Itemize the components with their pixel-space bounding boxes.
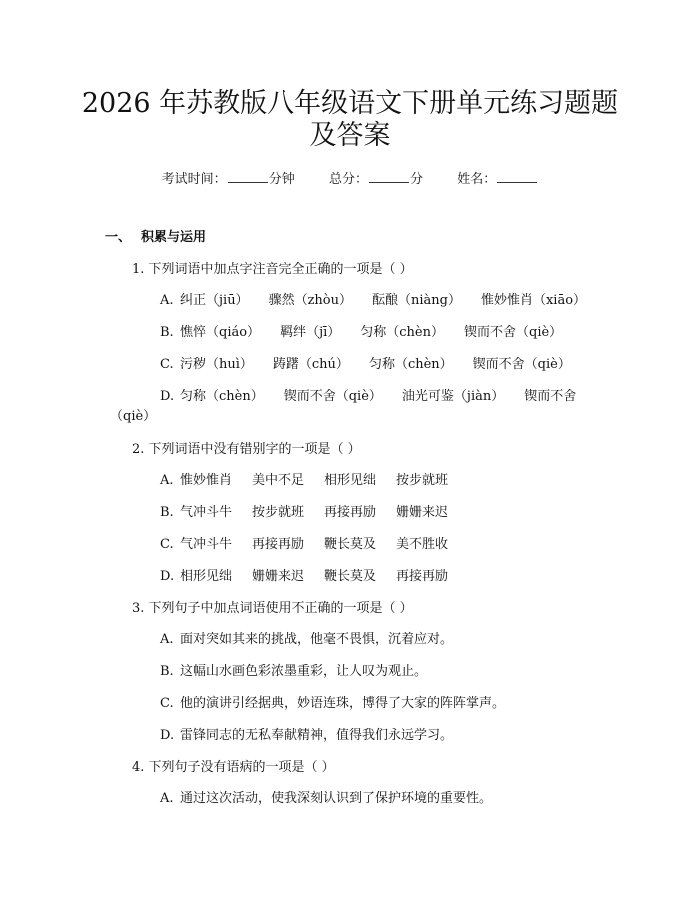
option-word: 姗姗来迟	[396, 505, 449, 520]
option-word: 酝酿（niàng）	[371, 293, 461, 308]
question-4-option-a	[160, 790, 492, 808]
option-word: 按步就班	[252, 505, 305, 520]
option-word: 美中不足	[252, 473, 305, 488]
option-letter: B.	[160, 505, 174, 520]
section-number: 一、	[105, 230, 132, 245]
option-text: 通过这次活动，使我深刻认识到了保护环境的重要性。	[180, 791, 493, 806]
option-letter: D.	[160, 569, 175, 584]
question-1-option-d	[160, 388, 576, 406]
option-word: 憔悴（qiáo）	[180, 325, 261, 340]
option-letter: C.	[160, 537, 174, 552]
question-2-option-b	[160, 504, 468, 522]
option-word: 鞭长莫及	[324, 569, 377, 584]
option-word: 锲而不舍（qiè）	[472, 357, 571, 372]
question-2-option-d	[160, 568, 468, 586]
section-title: 积累与运用	[141, 230, 207, 245]
option-word: 羁绊（jī）	[280, 325, 341, 340]
option-word: 再接再励	[324, 505, 377, 520]
option-word: 纠正（jiū）	[180, 293, 249, 308]
score-unit: 分	[410, 172, 424, 187]
option-word: 油光可鉴（jiàn）	[401, 389, 505, 404]
option-text: 他的演讲引经据典，妙语连珠，博得了大家的阵阵掌声。	[180, 696, 506, 711]
option-word: 锲而不舍（qiè）	[283, 389, 382, 404]
name-blank[interactable]	[497, 170, 537, 183]
question-3-stem: 3. 下列句子中加点词语使用不正确的一项是（ ）	[132, 601, 413, 616]
time-unit: 分钟	[268, 172, 295, 187]
option-letter: A.	[160, 791, 174, 806]
option-word: 锲而不舍	[524, 389, 577, 404]
question-2-option-a	[160, 472, 468, 490]
question-3-option-c	[160, 695, 505, 713]
section-heading	[105, 229, 206, 247]
option-word: 鞭长莫及	[324, 537, 377, 552]
option-word: 再接再励	[252, 537, 305, 552]
question-1-option-b	[160, 324, 582, 342]
question-3-option-d	[160, 727, 453, 745]
option-text: 面对突如其来的挑战，他毫不畏惧，沉着应对。	[180, 632, 454, 647]
option-word: 按步就班	[396, 473, 449, 488]
time-label: 考试时间：	[161, 172, 227, 187]
option-word: 骤然（zhòu）	[268, 293, 352, 308]
score-blank[interactable]	[369, 170, 409, 183]
option-word: 姗姗来迟	[252, 569, 305, 584]
question-1-option-c	[160, 356, 591, 374]
option-word: 相形见绌	[324, 473, 377, 488]
option-word: 匀称（chèn）	[360, 325, 444, 340]
option-letter: D.	[160, 728, 175, 743]
question-3-option-b	[160, 663, 427, 681]
option-letter: A.	[160, 632, 174, 647]
option-letter: D.	[160, 389, 175, 404]
option-letter: C.	[160, 696, 174, 711]
option-word: 相形见绌	[180, 569, 233, 584]
option-text: 雷锋同志的无私奉献精神，值得我们永远学习。	[180, 728, 454, 743]
option-letter: B.	[160, 664, 174, 679]
option-word: 匀称（chèn）	[368, 357, 453, 372]
question-3-option-a	[160, 631, 453, 649]
exam-meta	[0, 168, 700, 187]
option-letter: A.	[160, 473, 174, 488]
score-label: 总分：	[328, 172, 368, 187]
document-title-line-1: 2026 年苏教版八年级语文下册单元练习题题	[81, 88, 619, 119]
option-letter: C.	[160, 357, 174, 372]
document-title-line-2: 及答案	[309, 120, 391, 151]
question-2-stem: 2. 下列词语中没有错别字的一项是（ ）	[132, 442, 361, 457]
option-word: 惟妙惟肖（xiāo）	[480, 293, 587, 308]
option-word: 气冲斗牛	[180, 505, 233, 520]
option-text: 这幅山水画色彩浓墨重彩，让人叹为观止。	[180, 664, 428, 679]
option-word: 锲而不舍（qiè）	[464, 325, 563, 340]
option-word: 气冲斗牛	[180, 537, 233, 552]
option-letter: B.	[160, 325, 174, 340]
option-word: 再接再励	[396, 569, 449, 584]
question-2-option-c	[160, 536, 468, 554]
question-4-stem: 4. 下列句子没有语病的一项是（ ）	[132, 760, 335, 775]
question-1-option-a	[160, 292, 606, 310]
time-blank[interactable]	[228, 170, 268, 183]
option-letter: A.	[160, 293, 174, 308]
option-word: 惟妙惟肖	[180, 473, 233, 488]
name-label: 姓名：	[457, 172, 497, 187]
option-word: 匀称（chèn）	[180, 389, 264, 404]
question-1-stem: 1. 下列词语中加点字注音完全正确的一项是（ ）	[132, 262, 413, 277]
option-word: 美不胜收	[396, 537, 449, 552]
question-1-option-d-wrap: （qiè）	[110, 409, 157, 424]
option-word: 踌躇（chú）	[272, 357, 349, 372]
option-word: 污秽（huì）	[180, 357, 253, 372]
